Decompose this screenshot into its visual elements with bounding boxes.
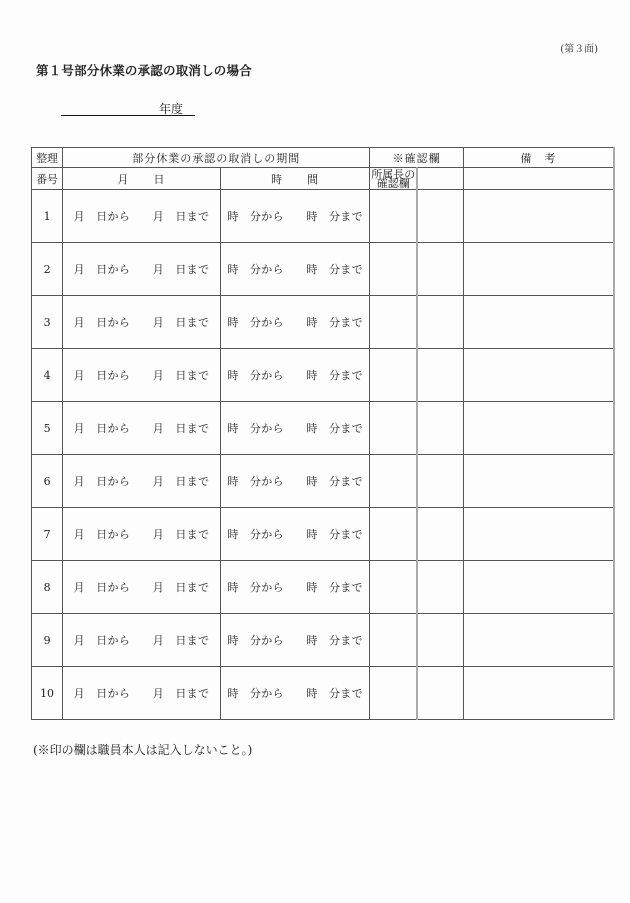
remarks-cell[interactable] — [463, 296, 614, 349]
date-range-text: 月 日から 月 日まで — [73, 687, 210, 700]
date-cell[interactable] — [63, 190, 221, 243]
confirmation-cell[interactable] — [417, 349, 463, 402]
confirmation-cell[interactable] — [417, 402, 463, 455]
date-header: 月 日 — [63, 168, 221, 190]
table-row — [32, 667, 615, 720]
row-number: 2 — [32, 243, 63, 296]
confirmation-cell[interactable] — [417, 614, 463, 667]
row-number: 10 — [32, 667, 63, 720]
manager-confirmation-cell[interactable] — [370, 667, 417, 720]
time-range-text: 時 分から 時 分まで — [227, 263, 363, 276]
serial-header-bottom: 番号 — [32, 168, 63, 190]
table-row — [32, 508, 615, 561]
header-row-1 — [32, 148, 615, 168]
row-number: 8 — [32, 561, 63, 614]
date-range-text: 月 日から 月 日まで — [73, 528, 210, 541]
date-range-text: 月 日から 月 日まで — [73, 634, 210, 647]
date-cell[interactable] — [63, 349, 221, 402]
remarks-cell[interactable] — [463, 667, 614, 720]
date-range-text: 月 日から 月 日まで — [73, 316, 210, 329]
date-cell[interactable] — [63, 402, 221, 455]
manager-confirmation-cell[interactable] — [370, 455, 417, 508]
date-range-text: 月 日から 月 日まで — [73, 422, 210, 435]
confirmation-cell[interactable] — [417, 561, 463, 614]
row-number: 6 — [32, 455, 63, 508]
serial-header-top: 整理 — [32, 148, 63, 168]
time-range-text: 時 分から 時 分まで — [227, 369, 363, 382]
remarks-cell[interactable] — [463, 349, 614, 402]
row-number: 9 — [32, 614, 63, 667]
time-cell[interactable] — [220, 455, 370, 508]
time-cell[interactable] — [220, 349, 370, 402]
time-cell[interactable] — [220, 667, 370, 720]
manager-confirmation-cell[interactable] — [370, 190, 417, 243]
confirmation-header: ※確認欄 — [370, 148, 463, 168]
date-cell[interactable] — [63, 296, 221, 349]
time-range-text: 時 分から 時 分まで — [227, 422, 363, 435]
date-range-text: 月 日から 月 日まで — [73, 369, 210, 382]
row-number: 7 — [32, 508, 63, 561]
confirmation-cell[interactable] — [417, 455, 463, 508]
confirmation-subheader-blank — [417, 168, 463, 190]
date-cell[interactable] — [63, 243, 221, 296]
manager-confirmation-cell[interactable] — [370, 508, 417, 561]
document-title: 第１号部分休業の承認の取消しの場合 — [36, 63, 252, 78]
time-cell[interactable] — [220, 190, 370, 243]
date-range-text: 月 日から 月 日まで — [73, 210, 210, 223]
time-cell[interactable] — [220, 561, 370, 614]
remarks-cell[interactable] — [463, 243, 614, 296]
time-cell[interactable] — [220, 243, 370, 296]
footer-note: (※印の欄は職員本人は記入しないこと。) — [33, 743, 253, 757]
table-row — [32, 243, 615, 296]
manager-confirmation-cell[interactable] — [370, 561, 417, 614]
table-row — [32, 561, 615, 614]
confirmation-cell[interactable] — [417, 190, 463, 243]
confirmation-cell[interactable] — [417, 667, 463, 720]
remarks-cell[interactable] — [463, 614, 614, 667]
time-range-text: 時 分から 時 分まで — [227, 210, 363, 223]
confirmation-cell[interactable] — [417, 508, 463, 561]
table-row — [32, 190, 615, 243]
remarks-cell[interactable] — [463, 402, 614, 455]
time-range-text: 時 分から 時 分まで — [227, 687, 363, 700]
manager-confirmation-cell[interactable] — [370, 349, 417, 402]
table-row — [32, 455, 615, 508]
fiscal-year-field[interactable] — [61, 100, 195, 116]
row-number: 1 — [32, 190, 63, 243]
row-number: 4 — [32, 349, 63, 402]
confirmation-cell[interactable] — [417, 243, 463, 296]
date-range-text: 月 日から 月 日まで — [73, 581, 210, 594]
date-cell[interactable] — [63, 561, 221, 614]
fiscal-year-label: 年度 — [158, 102, 183, 116]
remarks-cell[interactable] — [463, 455, 614, 508]
header-row-2 — [32, 168, 615, 190]
date-cell[interactable] — [63, 508, 221, 561]
time-range-text: 時 分から 時 分まで — [227, 316, 363, 329]
time-cell[interactable] — [220, 402, 370, 455]
time-range-text: 時 分から 時 分まで — [227, 581, 363, 594]
time-range-text: 時 分から 時 分まで — [227, 475, 363, 488]
date-range-text: 月 日から 月 日まで — [73, 475, 210, 488]
date-cell[interactable] — [63, 667, 221, 720]
date-cell[interactable] — [63, 614, 221, 667]
table-row — [32, 402, 615, 455]
confirmation-cell[interactable] — [417, 296, 463, 349]
time-header: 時 間 — [220, 168, 370, 190]
row-number: 5 — [32, 402, 63, 455]
time-cell[interactable] — [220, 508, 370, 561]
row-number: 3 — [32, 296, 63, 349]
time-cell[interactable] — [220, 614, 370, 667]
date-cell[interactable] — [63, 455, 221, 508]
manager-confirmation-cell[interactable] — [370, 296, 417, 349]
remarks-cell[interactable] — [463, 561, 614, 614]
date-range-text: 月 日から 月 日まで — [73, 263, 210, 276]
time-range-text: 時 分から 時 分まで — [227, 528, 363, 541]
cancellation-period-table — [31, 147, 615, 720]
remarks-subheader-blank — [463, 168, 614, 190]
table-row — [32, 614, 615, 667]
table-row — [32, 349, 615, 402]
time-cell[interactable] — [220, 296, 370, 349]
manager-confirmation-cell[interactable] — [370, 243, 417, 296]
remarks-header: 備 考 — [463, 148, 614, 168]
period-header: 部分休業の承認の取消しの期間 — [63, 148, 370, 168]
manager-confirmation-cell[interactable] — [370, 614, 417, 667]
page-number: (第３面) — [560, 44, 598, 55]
remarks-cell[interactable] — [463, 508, 614, 561]
table-row — [32, 296, 615, 349]
manager-confirmation-cell[interactable] — [370, 402, 417, 455]
remarks-cell[interactable] — [463, 190, 614, 243]
manager-confirmation-header: 所属長の確認欄 — [371, 167, 416, 190]
time-range-text: 時 分から 時 分まで — [227, 634, 363, 647]
